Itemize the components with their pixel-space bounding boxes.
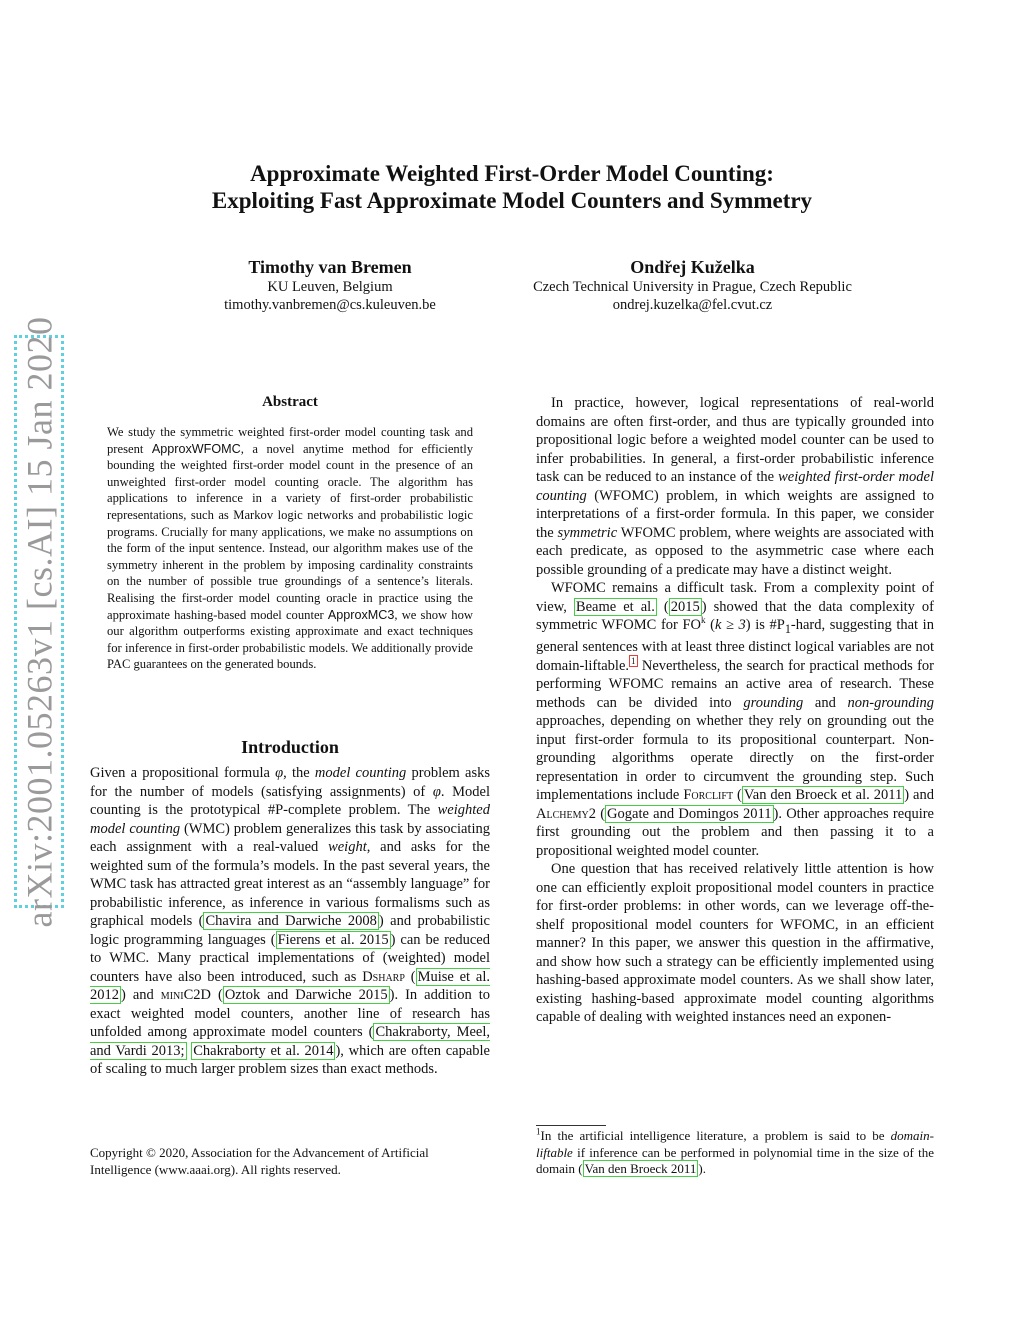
- abstract-text-3: , we show how our algorithm outperforms existing approximate and exact techniques for inference in first-order probabilistic models. We additionally provide PAC guarantees on the generated bounds.: [107, 607, 473, 672]
- text: , the: [283, 765, 315, 781]
- algo-name-approxwfomc: ApproxWFOMC: [151, 441, 241, 456]
- text: (: [733, 787, 742, 804]
- citation-link[interactable]: Muise et al. 2012: [90, 968, 490, 1003]
- title-line-1: Approximate Weighted First-Order Model Counting:: [250, 161, 774, 186]
- citation-link[interactable]: Chavira and Darwiche 2008: [205, 913, 377, 929]
- math-phi: φ: [275, 765, 284, 781]
- text: ), which are often capable of scaling to much larger problem sizes than exact methods.: [90, 1042, 490, 1077]
- citation-link[interactable]: Oztok and Darwiche 2015: [224, 987, 388, 1003]
- text: (: [210, 987, 223, 1003]
- text: ) showed that the data complexity of symmetric WFOMC for FO: [536, 598, 934, 633]
- intro-paragraph-1: [90, 764, 490, 1079]
- footnote: [536, 1128, 934, 1178]
- system-name: Alchemy2: [536, 805, 596, 822]
- text: WFOMC problem, where weights are associated with each predicate, as opposed to the asymmetric case where each possible grounding of a predicate may have a distinct weight.: [536, 524, 934, 578]
- author-1-name: Timothy van Bremen: [248, 257, 412, 277]
- paper-title: [0, 160, 1024, 214]
- text: (: [404, 968, 416, 985]
- text: and: [803, 694, 848, 711]
- emphasis: grounding: [743, 694, 804, 711]
- text: (: [705, 617, 715, 633]
- text: Nevertheless, the search for practical methods for performing WFOMC remains an active area of research. These methods can be divided into: [536, 657, 934, 711]
- emphasis: symmetric: [557, 524, 618, 541]
- text: Given a propositional formula: [90, 765, 276, 781]
- text: (: [595, 805, 606, 822]
- right-column-body: [536, 394, 934, 1027]
- text: . Model counting is the prototypical #P-complete problem. The: [90, 783, 490, 818]
- author-2: [490, 256, 895, 314]
- text: WFOMC remains a difficult task. From a complexity point of view,: [536, 580, 934, 615]
- author-1: [180, 256, 480, 314]
- citation-link[interactable]: Fierens et al. 2015: [277, 931, 389, 948]
- emphasis: weight: [328, 839, 367, 855]
- author-2-name: Ondřej Kuželka: [630, 257, 755, 277]
- emphasis: domain-liftable: [536, 1128, 934, 1160]
- text: , and asks for the weighted sum of the formula’s models. In the past several years, the WMC task has attracted great interest as an “assembly language” for probabilistic inference, as inference in various formalisms such as graphical models (: [90, 839, 490, 929]
- text: (WMC) problem generalizes this task by associating each assignment with a real-valued: [90, 820, 490, 855]
- citation-link[interactable]: Van den Broeck et al. 2011: [743, 787, 903, 804]
- title-line-2: Exploiting Fast Approximate Model Counters and Symmetry: [211, 188, 813, 213]
- text: In practice, however, logical representations of real-world domains are often first-order, and thus are typically grounded into propositional logic before a weighted model counter can be used to infer probabilities. In general, a first-order probabilistic inference task can be reduced to an instance of the: [536, 395, 934, 485]
- copyright-notice: Copyright © 2020, Association for the Advancement of Artificial Intelligence (www.aaai.org). All rights reserved.: [90, 1145, 429, 1177]
- emphasis: non-grounding: [847, 694, 934, 711]
- footnote-divider: [536, 1125, 606, 1126]
- right-paragraph-2: [536, 579, 934, 860]
- text: -hard, suggesting that in general sentences with at least three distinct logical variables are not domain-liftable.: [536, 617, 934, 674]
- text: problem asks for the number of models (satisfying assignments) of: [90, 765, 490, 800]
- text: In the artificial intelligence literature, a problem is said to be: [540, 1128, 891, 1143]
- system-name: Dsharp: [362, 968, 405, 985]
- text: ). In addition to exact weighted model counters, another line of research has unfolded among approximate model counters (: [90, 987, 490, 1040]
- author-2-affiliation: Czech Technical University in Prague, Czech Republic: [533, 279, 852, 295]
- citation-link[interactable]: Gogate and Domingos 2011: [607, 805, 772, 822]
- math-phi: φ: [432, 783, 441, 800]
- introduction-body: [90, 764, 490, 1079]
- citation-link[interactable]: Van den Broeck 2011: [584, 1161, 697, 1176]
- right-paragraph-3: One question that has received relatively little attention is how one can efficiently exploit propositional model counters in practice for first-order problems: in other words, can we leverage off-the-shelf propositional model counters for WFOMC, in an efficient manner? In this paper, we answer this question in the affirmative, and show how such a strategy can be efficiently implemented using hashing-based approximate model counters. As we shall show later, existing hashing-based approximate model counting algorithms capable of dealing with weighted instances need an exponen-: [536, 861, 934, 1026]
- system-name: miniC2D: [160, 987, 211, 1003]
- text: if inference can be performed in polynomial time in the size of the domain (: [536, 1144, 934, 1176]
- citation-link[interactable]: Chakraborty, Meel, and Vardi 2013;: [90, 1024, 490, 1059]
- footnote-mark: 1: [536, 1126, 541, 1137]
- right-paragraph-1: [536, 394, 934, 579]
- arxiv-stamp: [14, 316, 64, 927]
- text: approaches, depending on whether they rely on grounding out the input first-order formula to its propositional counterpart. Non-grounding algorithms operate directly on the first-order representation in order to circumvent the grounding step. Such implementations include: [536, 713, 934, 804]
- subscript: 1: [784, 621, 791, 636]
- text: ) can be reduced to WMC. Many practical implementations of (weighted) model counters have also been introduced, such as: [90, 931, 490, 985]
- text: ) and: [904, 787, 934, 804]
- abstract-body: [107, 424, 473, 673]
- emphasis: model counting: [314, 765, 407, 781]
- emphasis: weighted first-order model counting: [536, 469, 934, 504]
- citation-link[interactable]: Beame et al.: [575, 598, 655, 615]
- text: ) and: [121, 987, 161, 1003]
- math-inequality: k ≥ 3: [714, 617, 746, 633]
- text: ).: [698, 1161, 706, 1176]
- author-1-affiliation: KU Leuven, Belgium: [267, 279, 393, 295]
- text: ) and probabilistic logic programming languages (: [90, 913, 490, 948]
- author-1-email[interactable]: timothy.vanbremen@cs.kuleuven.be: [224, 297, 436, 313]
- algo-name-approxmc3: ApproxMC3: [327, 607, 395, 622]
- citation-link[interactable]: 2015: [670, 598, 700, 615]
- arxiv-stamp-text: arXiv:2001.05263v1 [cs.AI] 15 Jan 2020: [19, 316, 60, 927]
- text: (WFOMC) problem, in which weights are assigned to interpretations of a first-order formula. In this paper, we consider the: [536, 487, 934, 541]
- superscript: k: [701, 615, 706, 626]
- abstract-text-2: , a novel anytime method for efficiently bounding the weighted first-order model count in the presence of an unweighted first-order model counting oracle. The algorithm has applications to inference in a variety of first-order probabilistic representations, such as Markov logic networks and probabilistic logic programs. Crucially for many applications, we make no assumptions on the form of the input sentence. Instead, our algorithm makes use of the symmetry inherent in the problem by imposing cardinality constraints on the number of possible true groundings of a sentence’s literals. Realising the first-order model counting oracle in practice using the approximate hashing-based model counter: [107, 441, 474, 622]
- footnote-link[interactable]: 1: [631, 656, 636, 667]
- introduction-heading: Introduction: [241, 737, 339, 757]
- citation-link[interactable]: Chakraborty et al. 2014: [193, 1042, 334, 1059]
- abstract-text-1: We study the symmetric weighted first-order model counting task and present: [107, 425, 473, 456]
- text: ) is #P: [745, 617, 785, 633]
- abstract-heading: Abstract: [262, 394, 318, 410]
- text: (: [656, 598, 669, 615]
- emphasis: weighted model counting: [90, 802, 490, 837]
- text: ). Other approaches require first grounding out the problem and then passing it to a propositional weighted model counter.: [536, 805, 934, 859]
- author-2-email[interactable]: ondrej.kuzelka@fel.cvut.cz: [612, 297, 773, 313]
- system-name: Forclift: [683, 787, 734, 804]
